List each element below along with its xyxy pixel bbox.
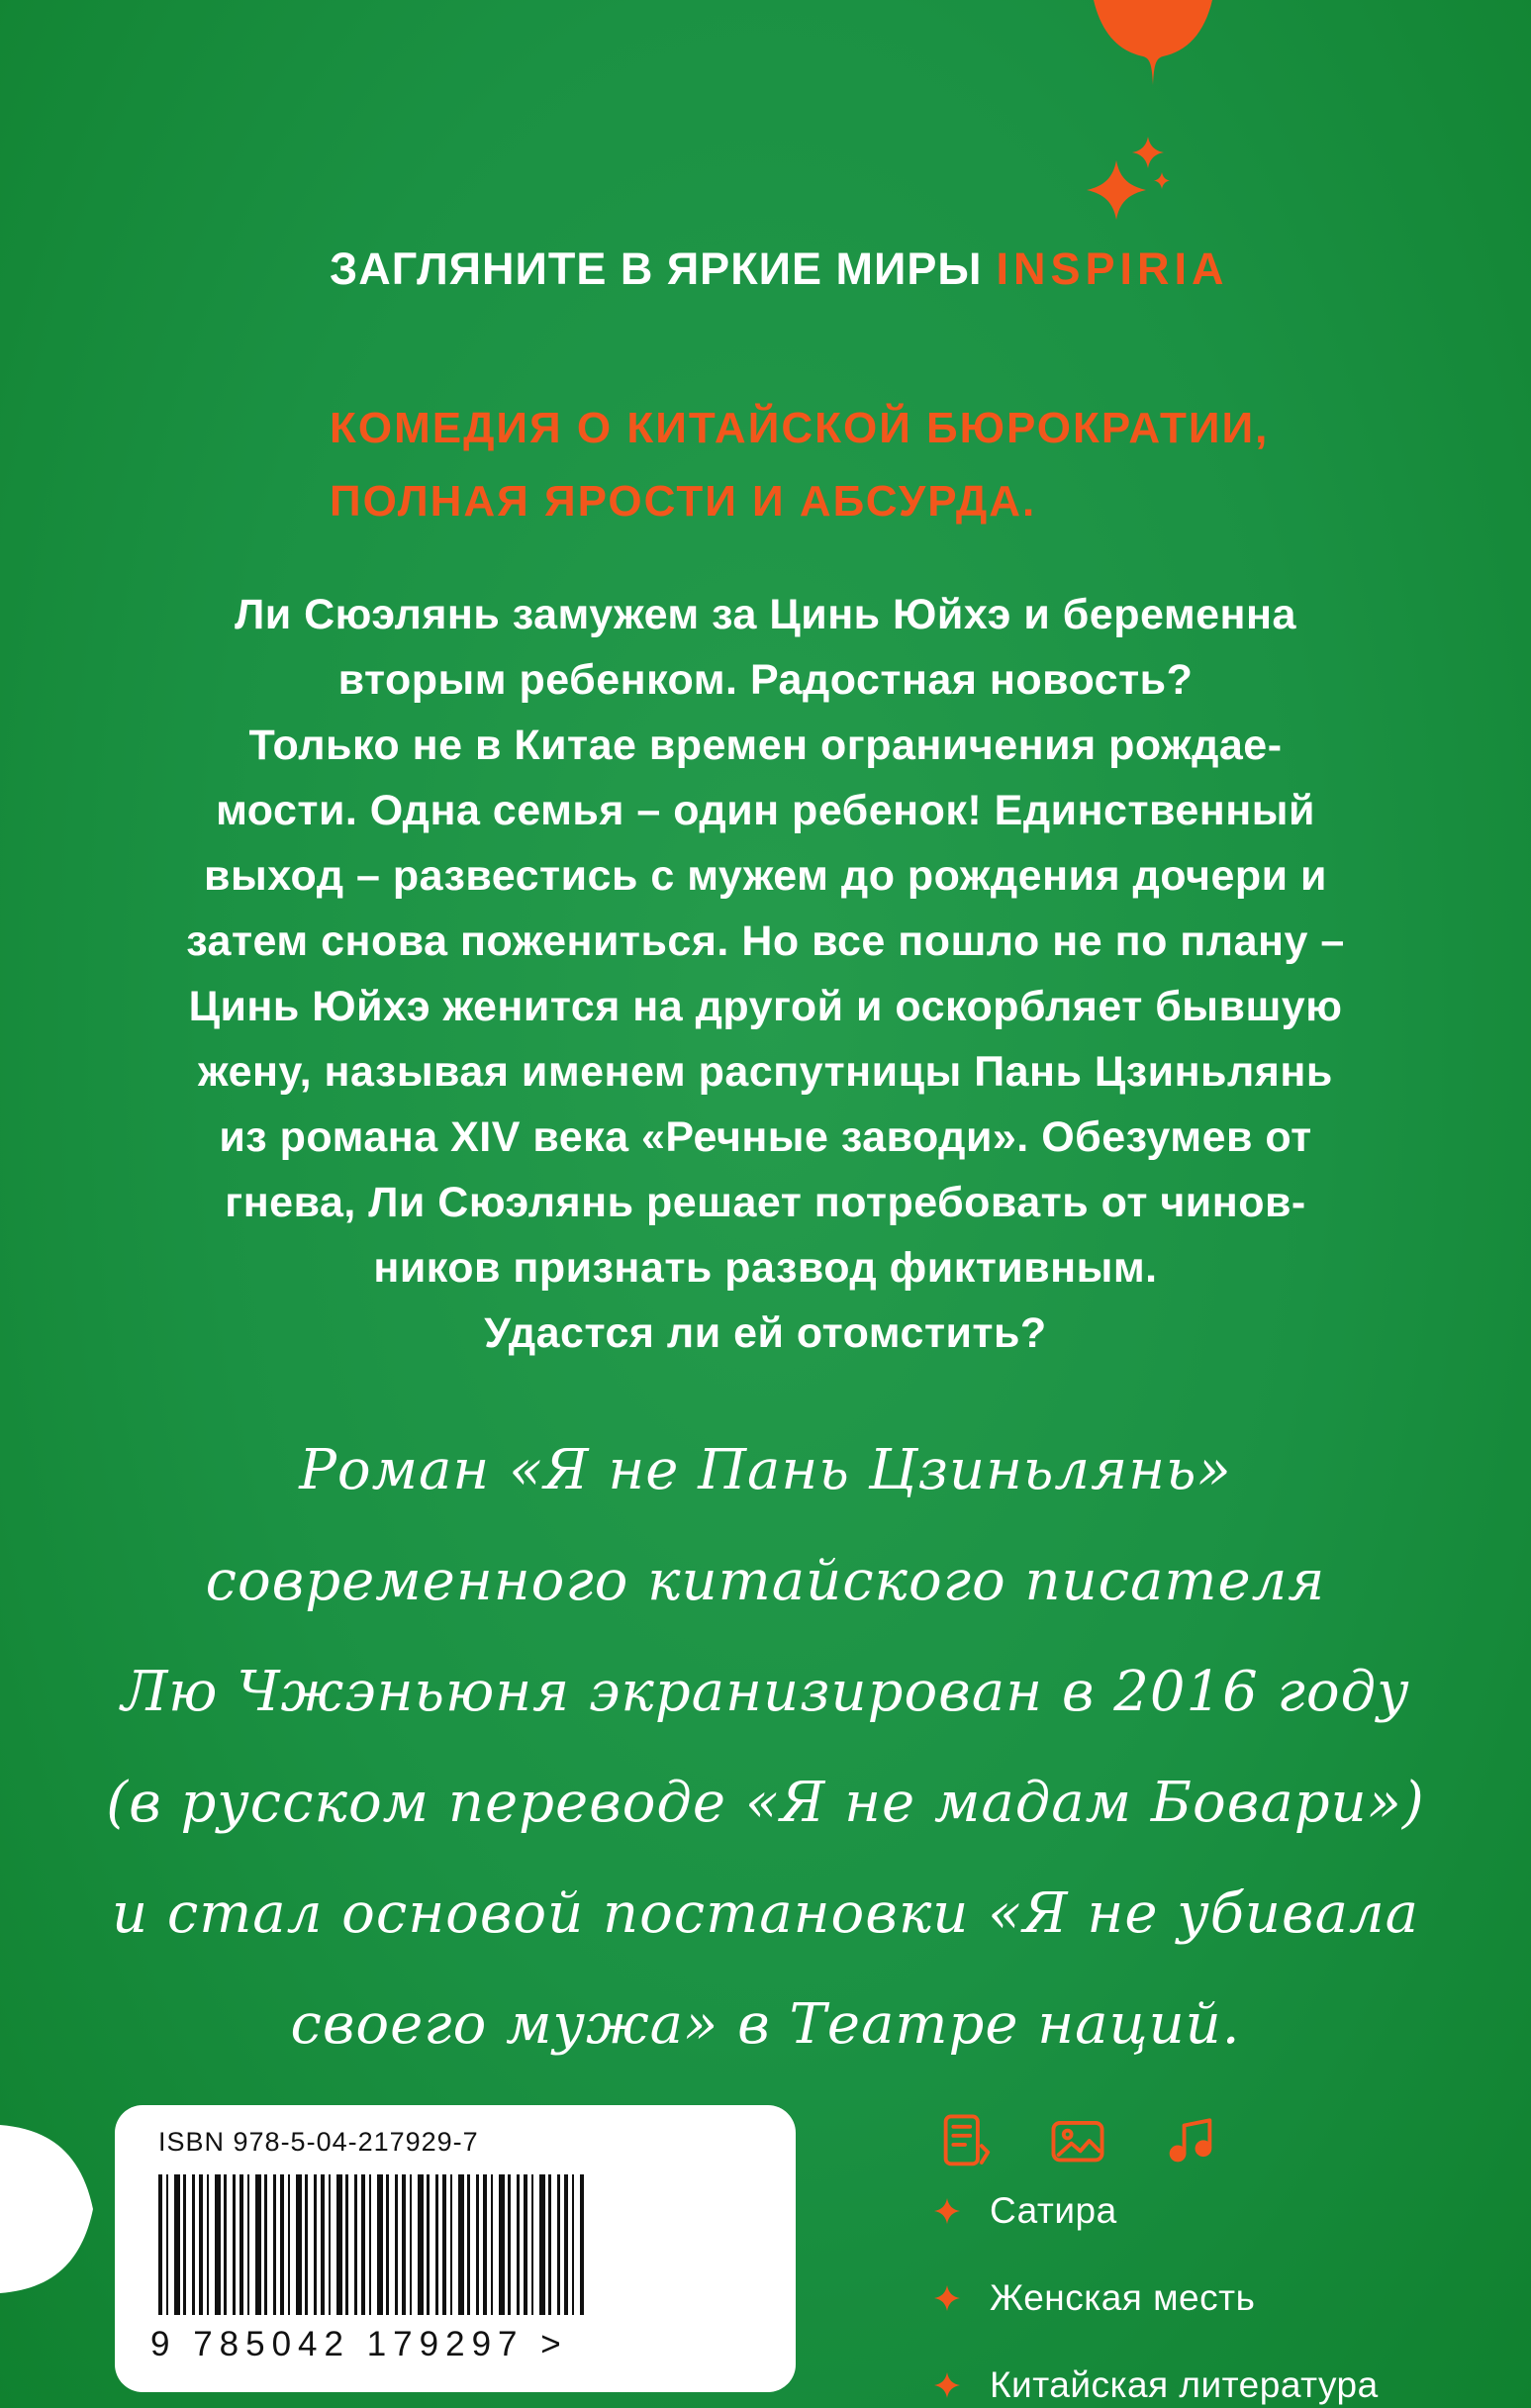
- synopsis-line: ников признать развод фиктивным.: [373, 1244, 1158, 1292]
- quote-line: современного китайского писателя: [205, 1549, 1326, 1613]
- tag-label: Сатира: [990, 2190, 1117, 2231]
- brand-bracket-icon: [1093, 0, 1213, 119]
- barcode-digits: 9 785042 179297 >: [150, 2325, 568, 2363]
- quote-line: и стал основой постановки «Я не убивала: [111, 1881, 1420, 1946]
- quote-line: Лю Чжэньюня экранизирован в 2016 году: [121, 1660, 1410, 1724]
- media-icons: [934, 2110, 1221, 2171]
- star-bullet-icon: [934, 2198, 960, 2224]
- barcode: [158, 2174, 584, 2315]
- quote-line: Роман «Я не Пань Цзиньлянь»: [299, 1438, 1232, 1502]
- tag-item: [934, 2276, 1379, 2320]
- synopsis-line: Только не в Китае времен ограничения рождае-: [248, 722, 1283, 769]
- synopsis-line: выход – развестись с мужем до рождения дочери и: [204, 852, 1327, 900]
- brand-logo: INSPIRIA: [996, 243, 1229, 294]
- synopsis-line: вторым ребенком. Радостная новость?: [337, 656, 1194, 704]
- music-icon: [1160, 2110, 1221, 2171]
- isbn-label: ISBN 978-5-04-217929-7: [158, 2127, 479, 2157]
- header: [330, 243, 1438, 295]
- synopsis: [0, 582, 1531, 1366]
- synopsis-line: Цинь Юйхэ женится на другой и оскорбляет бывшую: [188, 983, 1343, 1030]
- synopsis-line: гнева, Ли Сюэлянь решает потребовать от чинов-: [225, 1179, 1306, 1226]
- headline-line: ПОЛНАЯ ЯРОСТИ И АБСУРДА.: [330, 477, 1037, 526]
- synopsis-line: мости. Одна семья – один ребенок! Единственный: [216, 787, 1315, 834]
- synopsis-line: Удастся ли ей отомстить?: [484, 1309, 1047, 1357]
- tag-label: Китайская литература: [990, 2364, 1379, 2405]
- brand-tagline: ЗАГЛЯНИТЕ В ЯРКИЕ МИРЫ: [330, 243, 983, 294]
- page-tab-shape: [0, 2125, 99, 2293]
- picture-icon: [1047, 2110, 1108, 2171]
- tag-item: [934, 2189, 1379, 2233]
- synopsis-line: Ли Сюэлянь замужем за Цинь Юйхэ и беременна: [235, 591, 1296, 638]
- star-bullet-icon: [934, 2372, 960, 2398]
- barcode-card: [115, 2105, 796, 2392]
- ereader-icon: [934, 2110, 996, 2171]
- quote-block: [0, 1415, 1531, 2080]
- tag-list: [934, 2189, 1379, 2408]
- synopsis-line: жену, называя именем распутницы Пань Цзиньлянь: [198, 1048, 1333, 1096]
- tag-item: [934, 2363, 1379, 2407]
- headline-line: КОМЕДИЯ О КИТАЙСКОЙ БЮРОКРАТИИ,: [330, 404, 1270, 452]
- quote-line: (в русском переводе «Я не мадам Бовари»): [106, 1771, 1425, 1835]
- tag-label: Женская месть: [990, 2277, 1256, 2318]
- headline: [330, 392, 1438, 538]
- sparkle-icon: [1087, 137, 1172, 220]
- synopsis-line: затем снова пожениться. Но все пошло не по плану –: [186, 917, 1345, 965]
- quote-line: своего мужа» в Театре наций.: [290, 1992, 1241, 2057]
- synopsis-line: из романа XIV века «Речные заводи». Обезумев от: [219, 1113, 1312, 1161]
- star-bullet-icon: [934, 2285, 960, 2311]
